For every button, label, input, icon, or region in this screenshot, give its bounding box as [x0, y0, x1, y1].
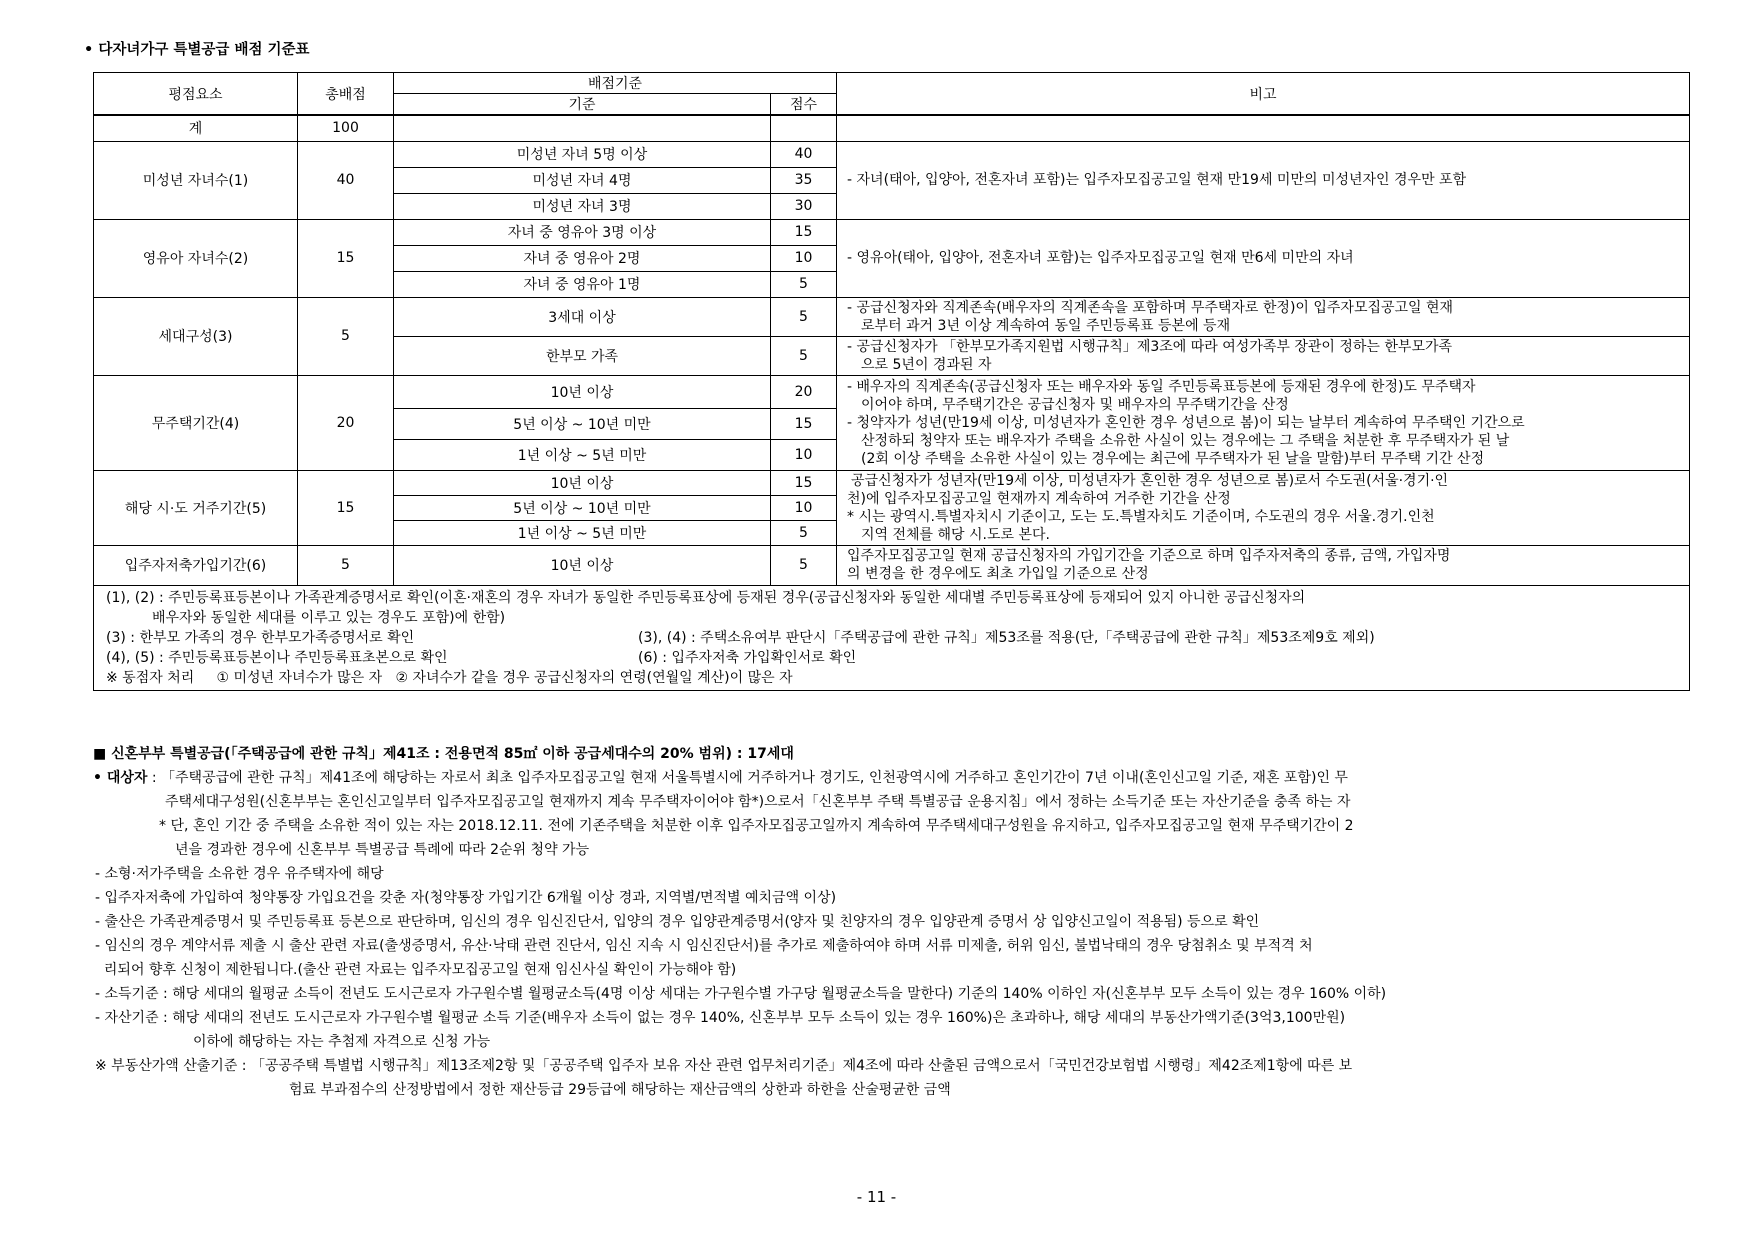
score-cell: 5 — [771, 271, 837, 297]
score-cell: 15 — [771, 470, 837, 495]
total-cell: 40 — [298, 141, 394, 219]
total-cell: 20 — [298, 375, 394, 470]
header-criteria: 기준 — [394, 94, 771, 116]
list-item: 이하에 해당하는 자는 추첨제 자격으로 신청 가능 — [193, 1034, 491, 1050]
factor-cell: 해당 시·도 거주기간(5) — [94, 470, 298, 545]
factor-cell: 세대구성(3) — [94, 297, 298, 375]
criteria-cell: 미성년 자녀 4명 — [394, 167, 771, 193]
target-line-2: 주택세대구성원(신혼부부는 혼인신고일부터 입주자모집공고일 현재까지 계속 무주택자이어야 함*)으로서「신혼부부 주택 특별공급 운용지침」에서 정하는 소득기준 또는 자산기준을 충족 하는 자 — [165, 794, 1351, 810]
criteria-cell: 10년 이상 — [394, 545, 771, 585]
target-line-4: 년을 경과한 경우에 신혼부부 특별공급 특례에 따라 2순위 청약 가능 — [175, 842, 590, 858]
score-cell: 5 — [771, 336, 837, 375]
factor-cell: 미성년 자녀수(1) — [94, 141, 298, 219]
sum-label: 계 — [94, 115, 298, 141]
list-item: ※ 부동산가액 산출기준 : 「공공주택 특별법 시행규칙」제13조제2항 및「공공주택 입주자 보유 자산 관련 업무처리기준」제4조에 따라 산출된 금액으로서「국민건강보험법 시행령」제42조제1항에 따른 보 — [95, 1058, 1353, 1074]
score-cell: 30 — [771, 193, 837, 219]
total-cell: 5 — [298, 545, 394, 585]
score-cell: 5 — [771, 545, 837, 585]
page-number: - 11 - — [856, 1188, 897, 1206]
section-title: • 다자녀가구 특별공급 배점 기준표 — [84, 42, 310, 58]
target-line-3: * 단, 혼인 기간 중 주택을 소유한 적이 있는 자는 2018.12.11. 전에 기존주택을 처분한 이후 입주자모집공고일까지 계속하여 무주택세대구성원을 유지하고, 입주자모집공고일 현재 무주택기간이 2 — [159, 818, 1354, 834]
score-cell: 5 — [771, 297, 837, 336]
criteria-cell: 1년 이상 ~ 5년 미만 — [394, 439, 771, 470]
score-cell: 15 — [771, 408, 837, 439]
list-item: - 출산은 가족관계증명서 및 주민등록표 등본으로 판단하며, 임신의 경우 임신진단서, 입양의 경우 입양관계증명서(양자 및 친양자의 경우 입양관계 증명서 상 입양신고일이 적용됨) 등으로 확인 — [95, 914, 1260, 930]
factor-cell: 영유아 자녀수(2) — [94, 219, 298, 297]
remark-cell: - 공급신청자가 「한부모가족지원법 시행규칙」제3조에 따라 여성가족부 장관이 정하는 한부모가족 으로 5년이 경과된 자 — [837, 336, 1690, 375]
score-cell: 35 — [771, 167, 837, 193]
factor-cell: 입주자저축가입기간(6) — [94, 545, 298, 585]
score-cell: 40 — [771, 141, 837, 167]
remark-cell: - 공급신청자와 직계존속(배우자의 직계존속을 포함하며 무주택자로 한정)이 입주자모집공고일 현재 로부터 과거 3년 이상 계속하여 동일 주민등록표 등본에 등재 — [837, 297, 1690, 336]
list-item: - 자산기준 : 해당 세대의 전년도 도시근로자 가구원수별 월평균 소득 기준(배우자 소득이 없는 경우 140%, 신혼부부 모두 소득이 있는 경우 160%)은 초과하나, 해당 세대의 부동산가액기준(3억3,100만원) — [95, 1010, 1346, 1026]
header-score: 점수 — [771, 94, 837, 116]
target-line-1: • 대상자 : 「주택공급에 관한 규칙」제41조에 해당하는 자로서 최초 입주자모집공고일 현재 서울특별시에 거주하거나 경기도, 인천광역시에 거주하고 혼인기간이 7년 이내(혼인신고일 기준, 재혼 포함)인 무 — [93, 770, 1348, 786]
newlywed-title: ■ 신혼부부 특별공급(「주택공급에 관한 규칙」제41조 : 전용면적 85㎡ 이하 공급세대수의 20% 범위) : 17세대 — [93, 746, 794, 762]
criteria-cell: 자녀 중 영유아 3명 이상 — [394, 219, 771, 245]
criteria-cell: 3세대 이상 — [394, 297, 771, 336]
criteria-cell: 미성년 자녀 5명 이상 — [394, 141, 771, 167]
criteria-cell: 10년 이상 — [394, 375, 771, 408]
total-cell: 15 — [298, 219, 394, 297]
header-factor: 평점요소 — [94, 73, 298, 116]
score-cell: 5 — [771, 520, 837, 545]
score-cell: 10 — [771, 495, 837, 520]
remark-cell: - 배우자의 직계존속(공급신청자 또는 배우자와 동일 주민등록표등본에 등재된 경우에 한정)도 무주택자 이어야 하며, 무주택기간은 공급신청자 및 배우자의 무주택기간을 산정 - 청약자가 성년(만19세 이상, 미성년자가 혼인한 경우 성년으로 봄)이 되는 날부터 계속하여 무주택인 기간으로 산정하되 청약자 또는 배우자가 주택을 소유한 사실이 있는 경우에는 그 주택을 처분한 후 무주택자가 된 날 (2회 이상 주택을 소유한 사실이 있는 경우에는 최근에 무주택자가 된 날을 말함)부터 무주택 기간 산정 — [837, 375, 1690, 470]
criteria-cell: 미성년 자녀 3명 — [394, 193, 771, 219]
factor-cell: 무주택기간(4) — [94, 375, 298, 470]
sum-total: 100 — [298, 115, 394, 141]
criteria-cell: 5년 이상 ~ 10년 미만 — [394, 408, 771, 439]
list-item: 험료 부과점수의 산정방법에서 정한 재산등급 29등급에 해당하는 재산금액의 상한과 하한을 산술평균한 금액 — [289, 1082, 951, 1098]
criteria-cell: 1년 이상 ~ 5년 미만 — [394, 520, 771, 545]
score-cell: 10 — [771, 439, 837, 470]
criteria-cell: 10년 이상 — [394, 470, 771, 495]
criteria-cell: 자녀 중 영유아 2명 — [394, 245, 771, 271]
remark-cell: - 자녀(태아, 입양아, 전혼자녀 포함)는 입주자모집공고일 현재 만19세 미만의 미성년자인 경우만 포함 — [837, 141, 1690, 219]
list-item: - 소형·저가주택을 소유한 경우 유주택자에 해당 — [95, 866, 384, 882]
newlywed-section — [93, 742, 1386, 1102]
remark-cell: 공급신청자가 성년자(만19세 이상, 미성년자가 혼인한 경우 성년으로 봄)로서 수도권(서울·경기·인 천)에 입주자모집공고일 현재까지 계속하여 거주한 기간을 산정 * 시는 광역시.특별자치시 기준이고, 도는 도.특별자치도 기준이며, 수도권의 경우 서울.경기.인천 지역 전체를 해당 시.도로 본다. — [837, 470, 1690, 545]
score-cell: 10 — [771, 245, 837, 271]
total-cell: 5 — [298, 297, 394, 375]
score-table — [93, 72, 1690, 691]
remark-cell: 입주자모집공고일 현재 공급신청자의 가입기간을 기준으로 하며 입주자저축의 종류, 금액, 가입자명 의 변경을 한 경우에도 최초 가입일 기준으로 산정 — [837, 545, 1690, 585]
table-footnotes: (1), (2) : 주민등록표등본이나 가족관계증명서로 확인(이혼·재혼의 경우 자녀가 동일한 주민등록표상에 등재된 경우(공급신청자와 동일한 세대별 주민등록표상에 등재되어 있지 아니한 공급신청자의 배우자와 동일한 세대를 이루고 있는 경우도 포함)에 한함) (3) : 한부모 가족의 경우 한부모가족증명서로 확인 (3), (4) : 주택소유여부 판단시「주택공급에 관한 규칙」제53조를 적용(단,「주택공급에 관한 규칙」제53조제9호 제외) (4), (5) : 주민등록표등본이나 주민등록표초본으로 확인 (6) : 입주자저축 가입확인서로 확인 ※ 동점자 처리 ① 미성년 자녀수가 많은 자 ② 자녀수가 같을 경우 공급신청자의 연령(연월일 계산)이 많은 자 — [94, 585, 1690, 690]
header-criteria-group: 배점기준 — [394, 73, 837, 94]
list-item: - 입주자저축에 가입하여 청약통장 가입요건을 갖춘 자(청약통장 가입기간 6개월 이상 경과, 지역별/면적별 예치금액 이상) — [95, 890, 837, 906]
list-item: - 임신의 경우 계약서류 제출 시 출산 관련 자료(출생증명서, 유산·낙태 관련 진단서, 임신 지속 시 임신진단서)를 추가로 제출하여야 하며 서류 미제출, 허위 임신, 불법낙태의 경우 당첨취소 및 부적격 처 — [95, 938, 1313, 954]
criteria-cell: 한부모 가족 — [394, 336, 771, 375]
score-cell: 15 — [771, 219, 837, 245]
criteria-cell: 자녀 중 영유아 1명 — [394, 271, 771, 297]
target-label: • 대상자 — [93, 770, 148, 786]
remark-cell: - 영유아(태아, 입양아, 전혼자녀 포함)는 입주자모집공고일 현재 만6세 미만의 자녀 — [837, 219, 1690, 297]
score-cell: 20 — [771, 375, 837, 408]
header-total: 총배점 — [298, 73, 394, 116]
list-item: - 소득기준 : 해당 세대의 월평균 소득이 전년도 도시근로자 가구원수별 월평균소득(4명 이상 세대는 가구원수별 가구당 월평균소득을 말한다) 기준의 140% 이하인 자(신혼부부 모두 소득이 있는 경우 160% 이하) — [95, 986, 1387, 1002]
list-item: 리되어 향후 신청이 제한됩니다.(출산 관련 자료는 입주자모집공고일 현재 임신사실 확인이 가능해야 함) — [95, 962, 737, 978]
total-cell: 15 — [298, 470, 394, 545]
header-remark: 비고 — [837, 73, 1690, 116]
criteria-cell: 5년 이상 ~ 10년 미만 — [394, 495, 771, 520]
